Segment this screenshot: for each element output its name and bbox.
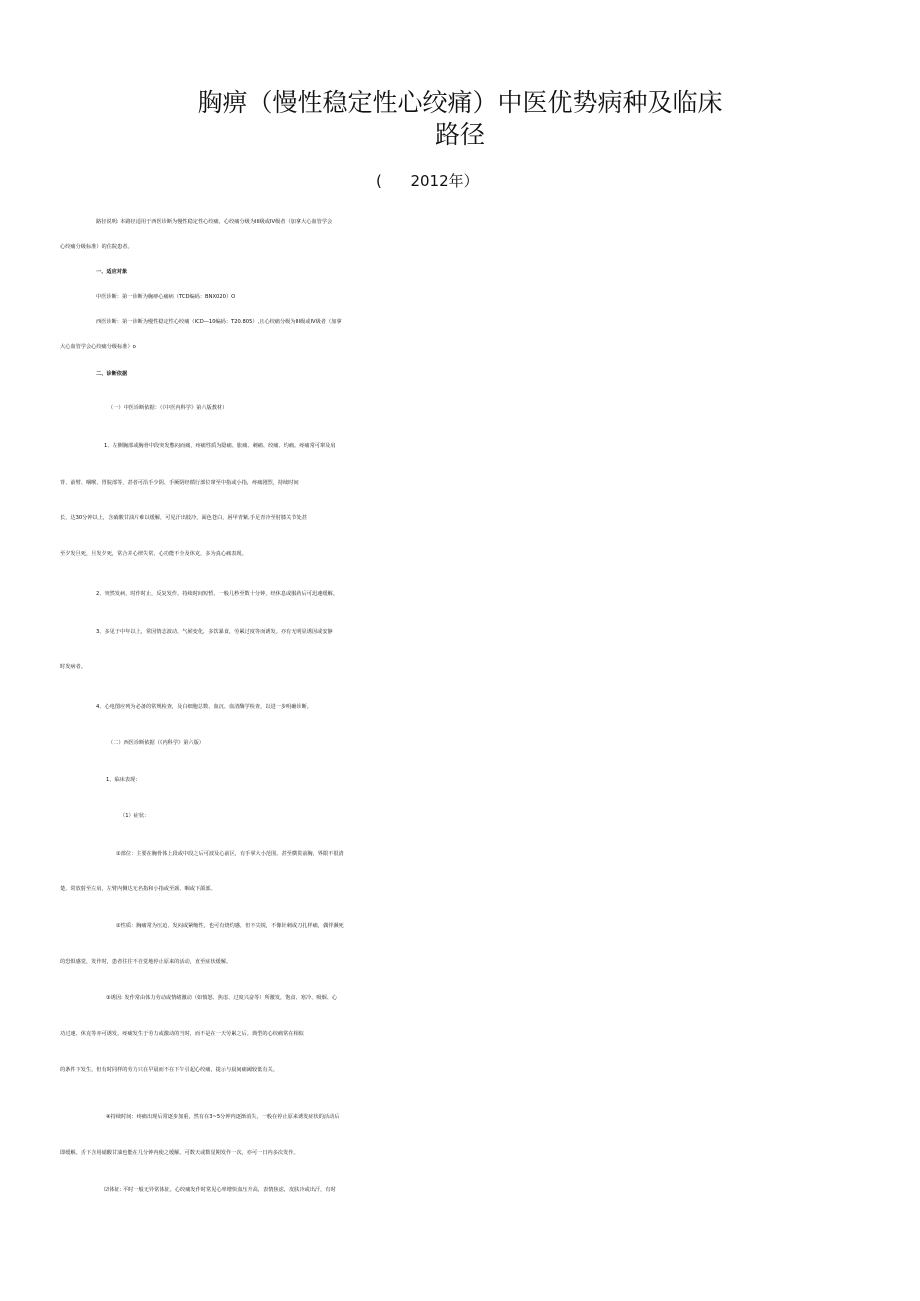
text-line: 西医诊断：第一诊断为慢性稳定性心绞痛（ICD—10编码：T20.805）,且心绞痛分级为III级或IV级者（加拿 (96, 319, 342, 325)
text-line: 楚。常放射至左肩，左臂内侧达无名指和小指或至颈、咽或下颌部。 (60, 886, 216, 892)
text-line: 时发病者。 (60, 664, 86, 670)
text-line: 功过速、休克等亦可诱发。疼痛发生于劳力或激动的当时，而不是在一天劳累之后。典型的心绞痛常在相似 (60, 1031, 304, 1037)
text-line: ①部位：主要在胸骨体上段或中段之后可波及心前区，有手掌大小范围，甚至横贯前胸，界限不很清 (116, 851, 344, 857)
text-line: 心绞痛分级标准）的住院患者。 (60, 244, 133, 250)
section-heading: 二、诊断依据 (96, 371, 128, 377)
text-line: 2、突然发病，时作时止，反复发作。持续时间短暂，一般几秒至数十分钟，经休息或服药后可迅速缓解。 (96, 591, 338, 597)
text-line: 大心血管学会心绞痛分级标准）o (60, 344, 136, 350)
doc-title-line-2: 路径 (434, 120, 485, 149)
text-line: 1、左侧胸部或胸骨中段突发憋闷而痛，疼痛性质为隐痛、胀痛、刺痛、绞痛、灼痛。疼痛常可窜及肩 (104, 443, 336, 449)
text-line: 中医诊断：第一诊断为胸痹心痛病（TCD编码：BNX020）O (96, 294, 236, 300)
doc-year: ( 2012年） (376, 172, 479, 190)
text-line: 的条件下发生，但有时同样的劳力只在早晨而不在下午引起心绞痛，提示与晨间痛阈较低有关。 (60, 1067, 278, 1073)
section-heading: 一、适应对象 (96, 269, 128, 275)
text-line: 1、临床表现： (106, 777, 141, 783)
text-line: 路径说明: 本路径适用于西医诊断为慢性稳定性心绞痛，心绞痛分级为III级或IV级者（加拿大心血管学会 (96, 219, 333, 225)
text-line: ③诱因: 发作常由体力劳动或情绪激动（如愤怒、焦虑、过度兴奋等）所激发，饱食、寒冷、吸烟、心 (106, 995, 338, 1001)
text-line: 长，达30分钟以上，含硝酸甘油片难以缓解，可见汗出肢冷，面色苍白，唇甲青紫,手足青冷至肘膝关节处甚 (60, 515, 307, 521)
text-line: 背、前臂、咽喉、胃脘部等，甚者可沿手少阴、手厥阴经循行部位窜至中指或小指，疼痛剧烈，持续时间 (60, 480, 299, 486)
text-line: 4、心电图应列为必备的常规检查，及白细胞总数、血沉、血清酶学检查，以进一步明确诊断。 (96, 704, 312, 710)
text-line: ②性质：胸痛常为压迫、发闷或紧缩性，也可有烧灼感，但不尖锐，不像针刺或刀扎样痛，偶伴濒死 (116, 923, 344, 929)
text-line: 3、多见于中年以上，常因情志波动，气候变化，多饮暴食，劳累过度等而诱发。亦有无明显诱因或安静 (96, 629, 333, 635)
doc-title-line-1: 胸痹（慢性稳定性心绞痛）中医优势病种及临床 (197, 88, 723, 117)
text-line: ⑵体征: 平时一般无异常体征。心绞痛发作时常见心率增快血压升高，表情焦虑，皮肤冷或出汗，有时 (104, 1187, 336, 1193)
subsection-heading: （二）西医诊断依据（《内科学》第六版） (108, 740, 204, 746)
text-line: 即缓解。舌下含用硝酸甘油也能在几分钟内使之缓解。可数天或数星期发作一次，亦可一日内多次发作。 (60, 1150, 299, 1156)
subsection-heading: （一）中医诊断依据：（《中医内科学》第六版教材） (108, 405, 228, 411)
text-line: 至夕发旦死，旦发夕死，常合并心律失常，心功能不全及休克，多为真心痛表现。 (60, 551, 247, 557)
text-line: （1）症状： (120, 813, 150, 819)
text-line: 的恐惧感觉，发作时，患者往往不自觉地停止原来的活动，直至症状缓解。 (60, 959, 232, 965)
text-line: ④持续时间：疼痛出现后常逐步加重，然有在3~5分钟内逐渐消失，一般在停止原来诱发症状的活动后 (106, 1114, 340, 1120)
